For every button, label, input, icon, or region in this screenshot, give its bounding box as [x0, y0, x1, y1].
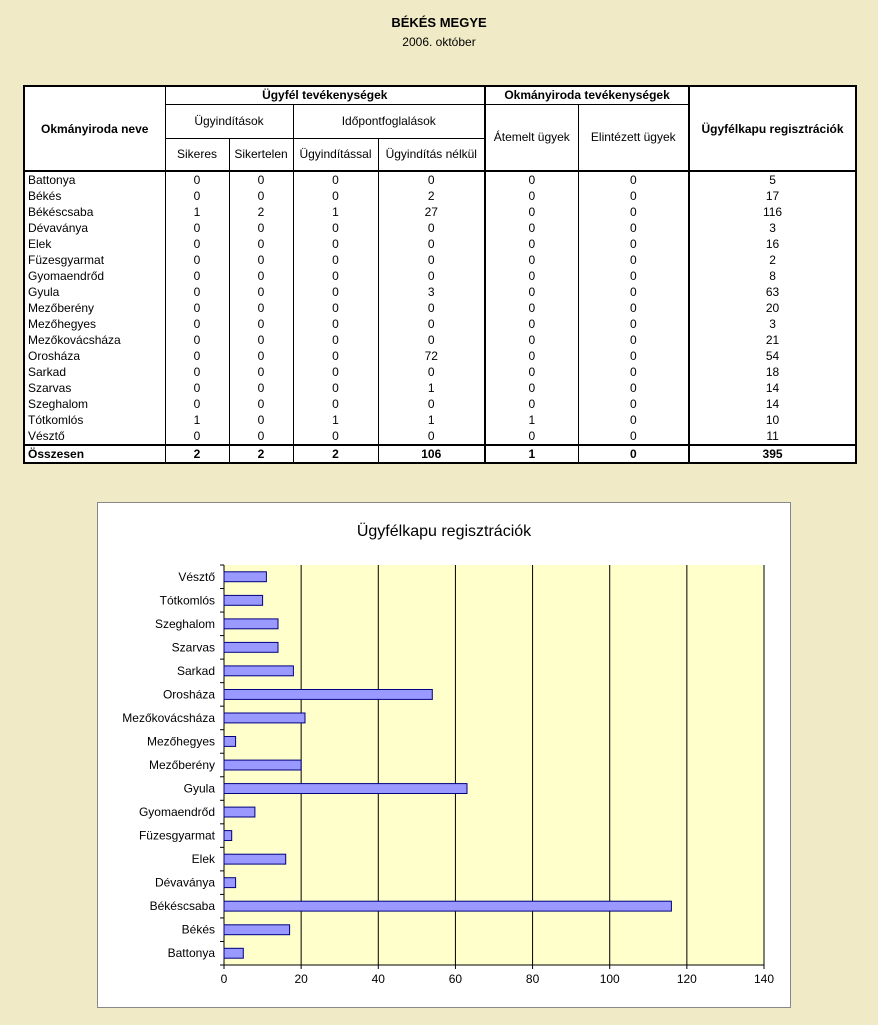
cell: 17 [689, 188, 856, 204]
cell: 1 [293, 412, 378, 428]
cell: 0 [578, 412, 689, 428]
cell: 0 [485, 316, 578, 332]
cell: 0 [229, 428, 293, 445]
cell: 0 [378, 300, 485, 316]
cell: 0 [578, 204, 689, 220]
cell: 0 [165, 236, 229, 252]
office-name: Békéscsaba [24, 204, 165, 220]
report-title: BÉKÉS MEGYE [391, 15, 487, 30]
cell: 0 [293, 188, 378, 204]
cell: 1 [378, 380, 485, 396]
bar-Füzesgyarmat [224, 831, 232, 841]
cell: 0 [293, 236, 378, 252]
office-name: Tótkomlós [24, 412, 165, 428]
y-tick-label: Orosháza [162, 687, 215, 702]
y-tick-label: Gyula [183, 781, 215, 796]
cell: 0 [293, 348, 378, 364]
cell: 0 [378, 364, 485, 380]
cell: 0 [229, 364, 293, 380]
bar-chart [98, 503, 790, 1007]
cell: 3 [689, 316, 856, 332]
total-cell: 106 [378, 445, 485, 463]
bar-Békés [224, 925, 290, 935]
cell: 1 [485, 412, 578, 428]
cell: 0 [578, 380, 689, 396]
cell: 0 [485, 268, 578, 284]
y-tick-label: Békéscsaba [149, 899, 215, 914]
cell: 0 [578, 396, 689, 412]
cell: 14 [689, 396, 856, 412]
cell: 0 [378, 396, 485, 412]
bar-Battonya [224, 948, 243, 958]
cell: 0 [485, 284, 578, 300]
cell: 0 [578, 268, 689, 284]
table-row [24, 380, 856, 396]
cell: 54 [689, 348, 856, 364]
office-name: Mezőberény [24, 300, 165, 316]
cell: 0 [229, 300, 293, 316]
table-row [24, 284, 856, 300]
cell: 0 [578, 348, 689, 364]
cell: 0 [578, 220, 689, 236]
table-row [24, 428, 856, 445]
bar-Békéscsaba [224, 901, 671, 911]
office-name: Mezőhegyes [24, 316, 165, 332]
header-successful: Sikeres [165, 138, 229, 171]
cell: 0 [165, 188, 229, 204]
cell: 0 [165, 348, 229, 364]
header-office-activities: Okmányiroda tevékenységek [485, 86, 689, 104]
table-row [24, 220, 856, 236]
cell: 0 [229, 396, 293, 412]
y-tick-label: Szarvas [171, 640, 215, 655]
cell: 0 [485, 396, 578, 412]
cell: 11 [689, 428, 856, 445]
table-body [24, 171, 856, 463]
bar-Gyula [224, 784, 467, 794]
cell: 0 [165, 252, 229, 268]
cell: 0 [578, 316, 689, 332]
bar-Vésztő [224, 572, 266, 582]
cell: 5 [689, 171, 856, 188]
office-name: Mezőkovácsháza [24, 332, 165, 348]
cell: 0 [293, 284, 378, 300]
total-cell: 1 [485, 445, 578, 463]
cell: 0 [578, 188, 689, 204]
x-tick-label: 100 [599, 972, 620, 986]
y-tick-label: Dévaványa [154, 875, 215, 890]
y-tick-label: Elek [191, 852, 215, 867]
total-cell: 0 [578, 445, 689, 463]
cell: 0 [485, 332, 578, 348]
total-row [24, 445, 856, 463]
cell: 10 [689, 412, 856, 428]
cell: 0 [485, 252, 578, 268]
cell: 0 [165, 220, 229, 236]
cell: 0 [229, 412, 293, 428]
header-portal-registrations: Ügyfélkapu regisztrációk [689, 86, 856, 171]
x-tick-label: 140 [753, 972, 775, 986]
total-cell: 2 [165, 445, 229, 463]
cell: 0 [165, 364, 229, 380]
cell: 0 [165, 380, 229, 396]
cell: 0 [378, 220, 485, 236]
cell: 0 [485, 428, 578, 445]
y-tick-label: Mezőkovácsháza [122, 710, 215, 725]
cell: 20 [689, 300, 856, 316]
office-name: Orosháza [24, 348, 165, 364]
cell: 0 [578, 171, 689, 188]
header-office-name: Okmányiroda neve [24, 86, 165, 171]
cell: 0 [293, 268, 378, 284]
cell: 0 [378, 268, 485, 284]
cell: 0 [229, 284, 293, 300]
bar-Mezőberény [224, 760, 301, 770]
cell: 3 [378, 284, 485, 300]
cell: 0 [293, 364, 378, 380]
header-handled-cases: Elintézett ügyek [578, 104, 689, 171]
table-row [24, 412, 856, 428]
cell: 0 [578, 284, 689, 300]
office-name: Füzesgyarmat [24, 252, 165, 268]
table-header [24, 86, 856, 171]
x-tick-label: 0 [220, 972, 228, 986]
cell: 0 [378, 316, 485, 332]
table-row [24, 300, 856, 316]
table-row [24, 188, 856, 204]
office-name: Gyula [24, 284, 165, 300]
cell: 0 [229, 348, 293, 364]
office-name: Gyomaendrőd [24, 268, 165, 284]
cell: 14 [689, 380, 856, 396]
cell: 0 [485, 236, 578, 252]
y-tick-label: Szeghalom [154, 616, 215, 631]
cell: 0 [165, 428, 229, 445]
total-cell: 2 [229, 445, 293, 463]
table-row [24, 348, 856, 364]
cell: 0 [378, 236, 485, 252]
cell: 0 [485, 364, 578, 380]
bar-Szarvas [224, 642, 278, 652]
header-unsuccessful: Sikertelen [229, 138, 293, 171]
x-tick-label: 80 [525, 972, 540, 986]
cell: 0 [485, 300, 578, 316]
header-case-launches: Ügyindítások [165, 104, 293, 138]
cell: 0 [378, 332, 485, 348]
table-row [24, 171, 856, 188]
cell: 0 [165, 316, 229, 332]
cell: 0 [578, 252, 689, 268]
header-with-launch: Ügyindítással [293, 138, 378, 171]
bar-Mezőhegyes [224, 737, 236, 747]
cell: 0 [293, 171, 378, 188]
cell: 1 [293, 204, 378, 220]
office-name: Szeghalom [24, 396, 165, 412]
total-cell: 395 [689, 445, 856, 463]
y-tick-label: Mezőberény [148, 758, 215, 772]
report-subtitle: 2006. október [402, 35, 476, 49]
bar-Dévaványa [224, 878, 236, 888]
bar-Mezőkovácsháza [224, 713, 305, 723]
cell: 0 [578, 236, 689, 252]
cell: 18 [689, 364, 856, 380]
cell: 0 [293, 220, 378, 236]
bar-Elek [224, 854, 286, 864]
cell: 0 [578, 364, 689, 380]
cell: 116 [689, 204, 856, 220]
chart-container [97, 502, 791, 1008]
cell: 0 [485, 380, 578, 396]
cell: 0 [293, 428, 378, 445]
x-tick-label: 120 [676, 972, 697, 986]
cell: 1 [165, 204, 229, 220]
table-row [24, 268, 856, 284]
y-tick-label: Békés [181, 922, 215, 937]
cell: 0 [229, 171, 293, 188]
total-label: Összesen [24, 445, 165, 463]
table-row [24, 332, 856, 348]
cell: 8 [689, 268, 856, 284]
x-tick-label: 20 [294, 972, 308, 986]
cell: 0 [229, 332, 293, 348]
chart-title: Ügyfélkapu regisztrációk [356, 523, 532, 540]
office-name: Elek [24, 236, 165, 252]
y-tick-label: Gyomaendrőd [138, 805, 215, 820]
cell: 0 [378, 428, 485, 445]
cell: 0 [165, 332, 229, 348]
bar-Szeghalom [224, 619, 278, 629]
bar-Gyomaendrőd [224, 807, 255, 817]
cell: 0 [293, 332, 378, 348]
cell: 21 [689, 332, 856, 348]
cell: 0 [485, 348, 578, 364]
office-name: Szarvas [24, 380, 165, 396]
cell: 0 [165, 171, 229, 188]
cell: 63 [689, 284, 856, 300]
cell: 2 [229, 204, 293, 220]
header-client-activities: Ügyfél tevékenységek [165, 86, 485, 104]
y-tick-label: Füzesgyarmat [138, 828, 215, 843]
cell: 0 [229, 188, 293, 204]
cell: 0 [229, 252, 293, 268]
cell: 0 [293, 300, 378, 316]
cell: 0 [293, 396, 378, 412]
y-tick-label: Battonya [167, 946, 215, 961]
cell: 2 [378, 188, 485, 204]
statistics-table [23, 85, 857, 464]
cell: 0 [485, 220, 578, 236]
cell: 0 [578, 332, 689, 348]
bar-Sarkad [224, 666, 293, 676]
cell: 0 [165, 396, 229, 412]
table-row [24, 316, 856, 332]
y-tick-label: Vésztő [178, 569, 215, 584]
cell: 0 [378, 252, 485, 268]
cell: 0 [293, 252, 378, 268]
office-name: Vésztő [24, 428, 165, 445]
cell: 0 [165, 268, 229, 284]
bar-Tótkomlós [224, 595, 263, 605]
cell: 2 [689, 252, 856, 268]
office-name: Békés [24, 188, 165, 204]
cell: 0 [293, 316, 378, 332]
y-tick-label: Sarkad [176, 663, 215, 678]
header-appointments: Időpontfoglalások [293, 104, 485, 138]
cell: 0 [578, 300, 689, 316]
cell: 1 [378, 412, 485, 428]
total-cell: 2 [293, 445, 378, 463]
cell: 0 [485, 188, 578, 204]
cell: 0 [229, 268, 293, 284]
office-name: Sarkad [24, 364, 165, 380]
bar-Orosháza [224, 690, 432, 700]
x-tick-label: 60 [448, 972, 463, 986]
x-tick-label: 40 [371, 972, 385, 986]
cell: 27 [378, 204, 485, 220]
cell: 72 [378, 348, 485, 364]
office-name: Dévaványa [24, 220, 165, 236]
cell: 16 [689, 236, 856, 252]
cell: 0 [485, 204, 578, 220]
table-row [24, 236, 856, 252]
cell: 0 [229, 220, 293, 236]
cell: 0 [229, 236, 293, 252]
cell: 1 [165, 412, 229, 428]
header-without-launch: Ügyindítás nélkül [378, 138, 485, 171]
cell: 0 [165, 284, 229, 300]
y-tick-label: Tótkomlós [159, 593, 215, 608]
cell: 3 [689, 220, 856, 236]
table-row [24, 364, 856, 380]
cell: 0 [578, 428, 689, 445]
table-row [24, 396, 856, 412]
cell: 0 [229, 380, 293, 396]
cell: 0 [229, 316, 293, 332]
office-name: Battonya [24, 171, 165, 188]
cell: 0 [165, 300, 229, 316]
cell: 0 [378, 171, 485, 188]
table-row [24, 252, 856, 268]
table-row [24, 204, 856, 220]
header-forwarded-cases: Átemelt ügyek [485, 104, 578, 171]
y-tick-label: Mezőhegyes [146, 734, 215, 749]
cell: 0 [485, 171, 578, 188]
cell: 0 [293, 380, 378, 396]
